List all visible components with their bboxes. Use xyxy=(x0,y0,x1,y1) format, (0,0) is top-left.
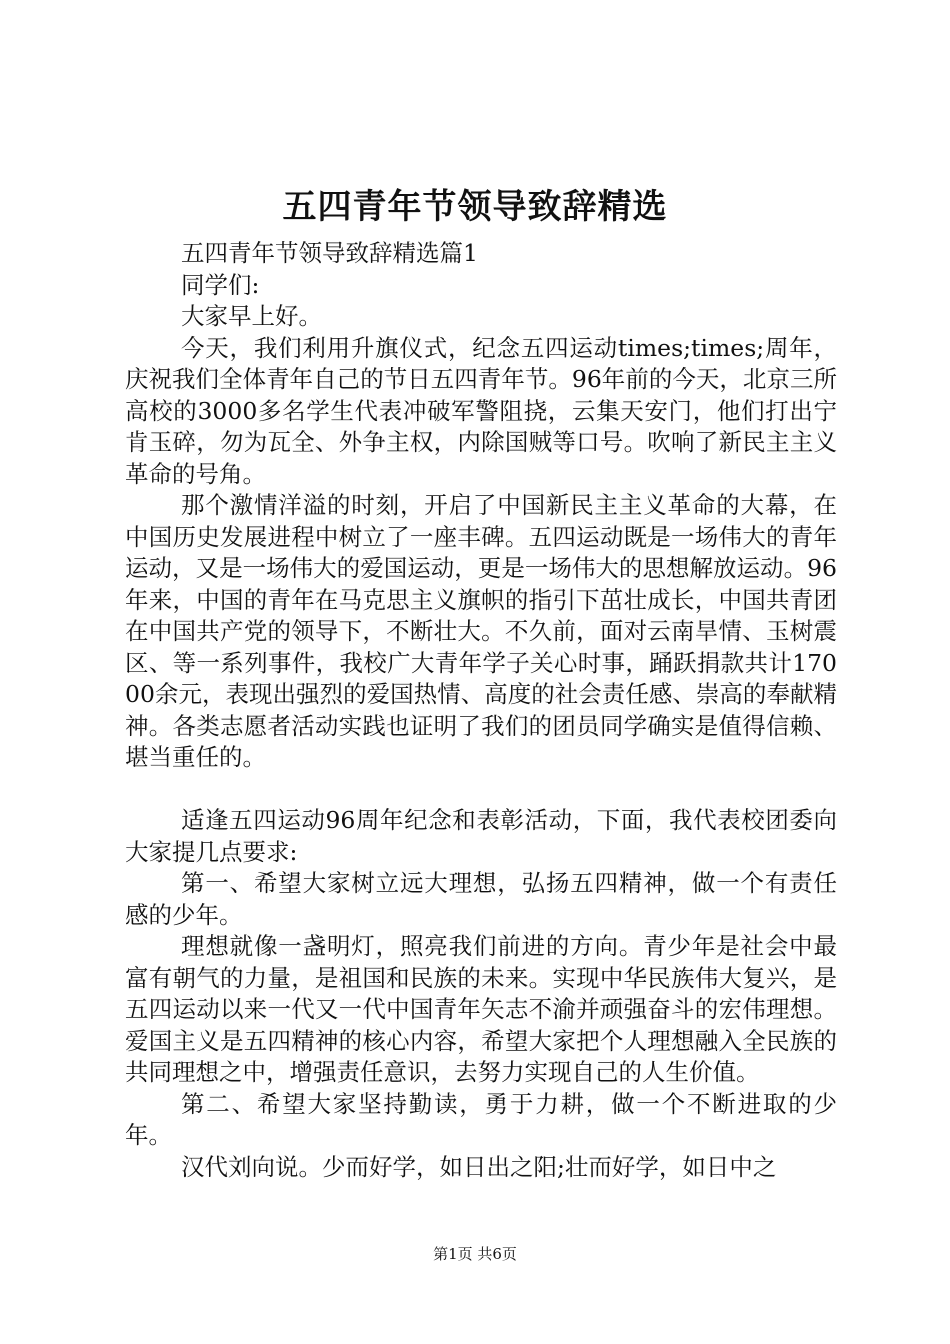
body-paragraph: 理想就像一盏明灯，照亮我们前进的方向。青少年是社会中最富有朝气的力量，是祖国和民族的未来。实现中华民族伟大复兴，是五四运动以来一代又一代中国青年矢志不渝并顽强奋斗的宏伟理想。爱国主义是五四精神的核心内容，希望大家把个人理想融入全民族的共同理想之中，增强责任意识，去努力实现自己的人生价值。 xyxy=(125,932,837,1086)
body-paragraph: 第一、希望大家树立远大理想，弘扬五四精神，做一个有责任感的少年。 xyxy=(125,869,837,929)
body-paragraph: 第二、希望大家坚持勤读，勇于力耕，做一个不断进取的少年。 xyxy=(125,1089,837,1149)
greeting: 大家早上好。 xyxy=(181,302,322,330)
body-paragraph: 今天，我们利用升旗仪式，纪念五四运动times;times;周年，庆祝我们全体青年自己的节日五四青年节。96年前的今天，北京三所高校的3000多名学生代表冲破军警阻挠，云集天安门，他们打出宁肯玉碎，勿为瓦全、外争主权，内除国贼等口号。吹响了新民主主义革命的号角。 xyxy=(125,333,837,488)
body-paragraph: 汉代刘向说。少而好学，如日出之阳;壮而好学，如日中之 xyxy=(181,1152,777,1181)
section-heading: 五四青年节领导致辞精选篇1 xyxy=(181,239,478,267)
salutation: 同学们: xyxy=(181,270,260,299)
body-paragraph: 那个激情洋溢的时刻，开启了中国新民主主义革命的大幕，在中国历史发展进程中树立了一座丰碑。五四运动既是一场伟大的青年运动，又是一场伟大的爱国运动，更是一场伟大的思想解放运动。96年来，中国的青年在马克思主义旗帜的指引下茁壮成长，中国共青团在中国共产党的领导下，不断壮大。不久前，面对云南旱情、玉树震区、等一系列事件，我校广大青年学子关心时事，踊跃捐款共计17000余元，表现出强烈的爱国热情、高度的社会责任感、崇高的奉献精神。各类志愿者活动实践也证明了我们的团员同学确实是值得信赖、堪当重任的。 xyxy=(125,491,837,771)
document-title: 五四青年节领导致辞精选 xyxy=(282,187,668,227)
document-body xyxy=(125,238,837,1183)
page-footer: 第1页 共6页 xyxy=(433,1245,517,1263)
body-paragraph: 适逢五四运动96周年纪念和表彰活动，下面，我代表校团委向大家提几点要求: xyxy=(125,806,837,866)
